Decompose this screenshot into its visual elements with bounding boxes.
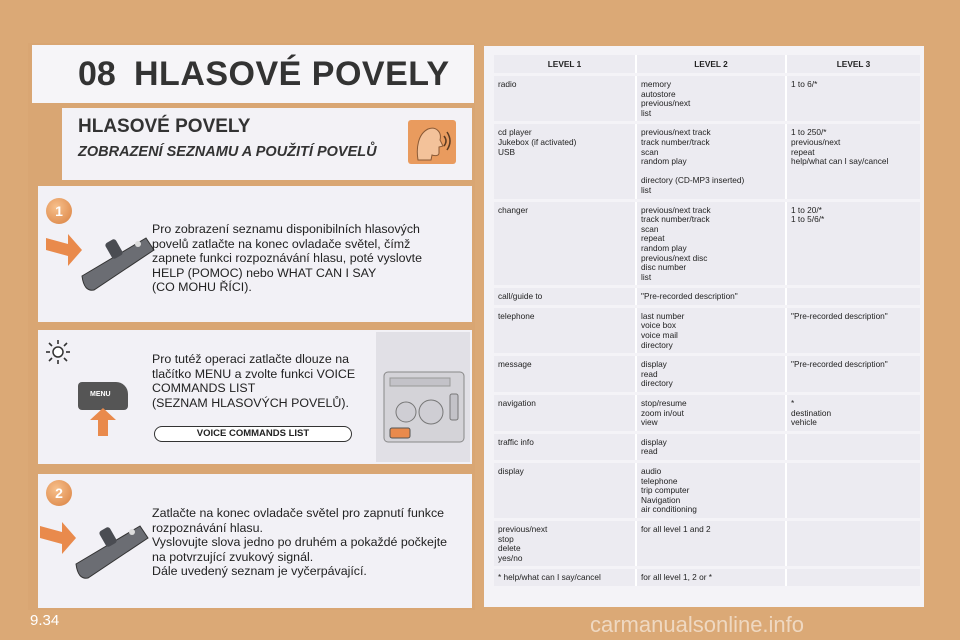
table-cell-level-3 bbox=[785, 434, 920, 460]
table-cell-level-3: 1 to 20/* 1 to 5/6/* bbox=[785, 202, 920, 286]
table-cell-level-3 bbox=[785, 288, 920, 305]
voice-commands-list-label: VOICE COMMANDS LIST bbox=[154, 426, 352, 442]
table-row bbox=[494, 463, 920, 518]
table-cell-level-1: call/guide to bbox=[494, 288, 635, 305]
table-cell-level-3 bbox=[785, 463, 920, 518]
voice-commands-table bbox=[494, 52, 920, 589]
table-cell-level-3: * destination vehicle bbox=[785, 395, 920, 431]
table-row bbox=[494, 124, 920, 198]
header-level-3: LEVEL 3 bbox=[785, 55, 920, 73]
table-row bbox=[494, 434, 920, 460]
step-2-text: Zatlačte na konec ovladače světel pro zapnutí funkce rozpoznávání hlasu. Vyslovujte slova jedno po druhém a pokaždé počkejte na potvrzující zvukový signál. Dále uvedený seznam je vyčerpávající. bbox=[152, 506, 448, 578]
table-cell-level-1: changer bbox=[494, 202, 635, 286]
table-cell-level-1: cd player Jukebox (if activated) USB bbox=[494, 124, 635, 198]
table-cell-level-1: radio bbox=[494, 76, 635, 121]
table-cell-level-2: "Pre-recorded description" bbox=[635, 288, 785, 305]
menu-button-label: MENU bbox=[90, 391, 111, 398]
table-cell-level-2: audio telephone trip computer Navigation air conditioning bbox=[635, 463, 785, 518]
table-cell-level-3: "Pre-recorded description" bbox=[785, 356, 920, 392]
table-cell-level-2: last number voice box voice mail directory bbox=[635, 308, 785, 353]
table-row bbox=[494, 569, 920, 586]
table-cell-level-2: previous/next track track number/track scan random play directory (CD-MP3 inserted) list bbox=[635, 124, 785, 198]
voice-command-icon bbox=[408, 120, 456, 164]
up-arrow-icon bbox=[90, 408, 116, 436]
table-row bbox=[494, 76, 920, 121]
light-stalk-image-2 bbox=[40, 512, 150, 592]
table-row bbox=[494, 288, 920, 305]
tip-text: Pro tutéž operaci zatlačte dlouze na tlačítko MENU a zvolte funkci VOICE COMMANDS LIST (SEZNAM HLASOVÝCH POVELŮ). bbox=[152, 352, 356, 410]
page-title: HLASOVÉ POVELY bbox=[134, 55, 450, 93]
subheader-panel bbox=[62, 108, 472, 180]
table-cell-level-1: telephone bbox=[494, 308, 635, 353]
step-1-panel bbox=[38, 186, 472, 322]
step-1-badge: 1 bbox=[46, 198, 72, 224]
table-cell-level-1: previous/next stop delete yes/no bbox=[494, 521, 635, 566]
table-cell-level-2: previous/next track track number/track scan repeat random play previous/next disc disc number list bbox=[635, 202, 785, 286]
menu-button-image bbox=[78, 382, 128, 410]
table-cell-level-2: display read bbox=[635, 434, 785, 460]
watermark: carmanualsonline.info bbox=[590, 612, 805, 637]
table-cell-level-3 bbox=[785, 569, 920, 586]
radio-unit-image bbox=[376, 332, 470, 462]
title-banner bbox=[32, 45, 474, 103]
table-row bbox=[494, 202, 920, 286]
table-cell-level-1: traffic info bbox=[494, 434, 635, 460]
table-cell-level-2: display read directory bbox=[635, 356, 785, 392]
table-cell-level-1: message bbox=[494, 356, 635, 392]
step-2-badge: 2 bbox=[46, 480, 72, 506]
header-level-2: LEVEL 2 bbox=[635, 55, 785, 73]
light-stalk-image-1 bbox=[46, 220, 156, 300]
table-row bbox=[494, 308, 920, 353]
tip-panel bbox=[38, 330, 472, 464]
table-cell-level-2: for all level 1 and 2 bbox=[635, 521, 785, 566]
table-row bbox=[494, 395, 920, 431]
section-number: 08 bbox=[78, 55, 116, 93]
page-number: 9.34 bbox=[30, 612, 60, 629]
table-cell-level-3: "Pre-recorded description" bbox=[785, 308, 920, 353]
subheader-title: HLASOVÉ POVELY bbox=[78, 116, 251, 137]
table-cell-level-2: for all level 1, 2 or * bbox=[635, 569, 785, 586]
sun-tip-icon bbox=[44, 338, 72, 371]
table-cell-level-2: stop/resume zoom in/out view bbox=[635, 395, 785, 431]
subheader-subtitle: ZOBRAZENÍ SEZNAMU A POUŽITÍ POVELŮ bbox=[78, 144, 377, 160]
table-row bbox=[494, 356, 920, 392]
step-2-panel bbox=[38, 474, 472, 608]
voice-commands-table-panel bbox=[484, 46, 924, 607]
table-cell-level-3: 1 to 250/* previous/next repeat help/what can I say/cancel bbox=[785, 124, 920, 198]
table-cell-level-1: * help/what can I say/cancel bbox=[494, 569, 635, 586]
table-cell-level-2: memory autostore previous/next list bbox=[635, 76, 785, 121]
table-cell-level-3 bbox=[785, 521, 920, 566]
table-header-row bbox=[494, 55, 920, 73]
header-level-1: LEVEL 1 bbox=[494, 55, 635, 73]
table-cell-level-1: display bbox=[494, 463, 635, 518]
table-cell-level-1: navigation bbox=[494, 395, 635, 431]
table-row bbox=[494, 521, 920, 566]
table-cell-level-3: 1 to 6/* bbox=[785, 76, 920, 121]
step-1-text: Pro zobrazení seznamu disponibilních hlasových povelů zatlačte na konec ovladače světel, čímž zapnete funkci rozpoznávání hlasu, poté vyslovte HELP (POMOC) nebo WHAT CAN I SAY (CO MOHU ŘÍCI). bbox=[152, 222, 423, 294]
